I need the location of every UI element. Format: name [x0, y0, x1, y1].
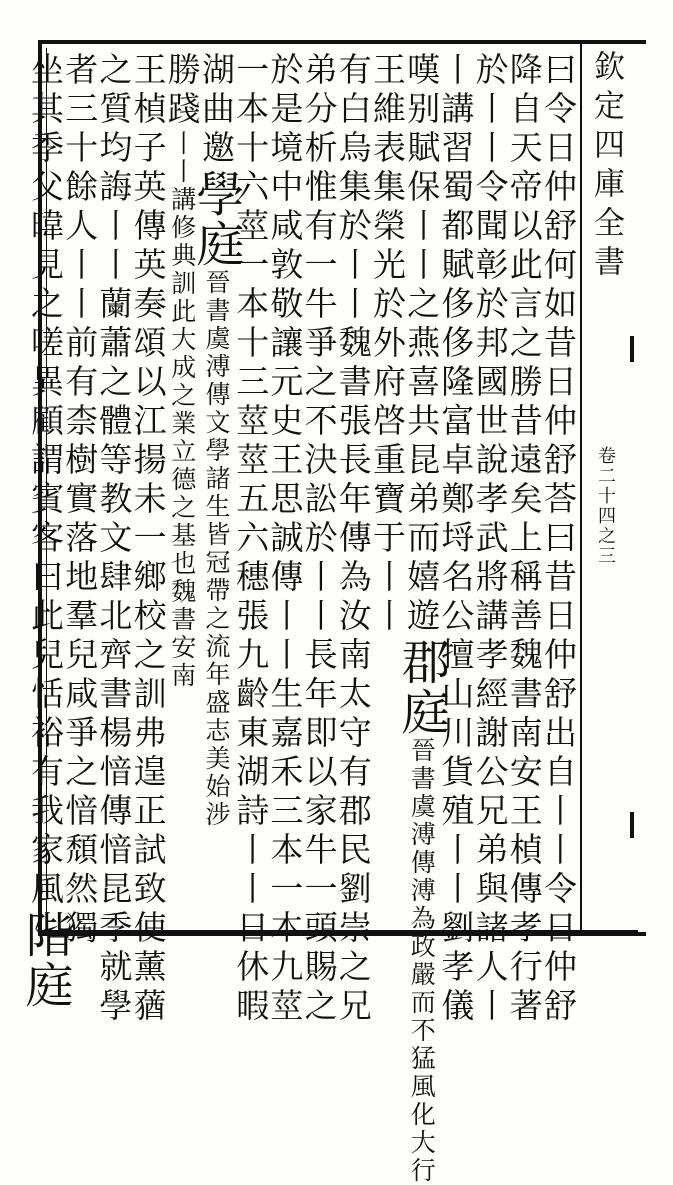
annotation-text: 晉書虞溥傳溥為政嚴而不猛風化大行: [407, 737, 437, 1185]
annotation-text: 晉書虞溥傳文學諸生皆冠帶之流年盛志美始涉: [201, 269, 231, 829]
text-run: 於是境中咸敦敬讓元史王思誠傳丨丨生嘉禾三本一本九莖: [265, 52, 305, 1027]
text-column: [299, 52, 339, 1027]
text-run: 丨講習蜀都賦侈侈隆富卓鄭埒名公擅山川貨殖丨丨劉孝儀: [436, 52, 476, 1027]
text-column: [436, 52, 476, 1027]
text-column: [187, 52, 244, 924]
text-run: 曰令日仲舒何如昔日仲舒荅曰昔日仲舒出自丨丨令日仲舒: [538, 52, 578, 1027]
text-column: [60, 52, 100, 949]
page-spine: [580, 42, 634, 934]
heading-term: 郡庭: [393, 637, 450, 737]
text-run: 湖曲邀: [196, 52, 236, 169]
text-run: 弟分析惟有一牛爭之不決訟於丨丨長年即以家牛一頭賜之: [299, 52, 339, 1027]
text-column: [128, 52, 168, 1027]
text-column: [265, 52, 305, 1027]
book-title: 欽定四庫全書: [588, 50, 624, 284]
text-run: 一本十六莖一本十三莖莖五六穗張九齡東湖詩丨丨日休暇: [231, 52, 271, 1027]
text-column: [367, 52, 407, 924]
text-run: 坐其季父暐見之嗟異顧謂賓客曰此兒恬裕有我家風: [25, 52, 65, 910]
text-column: [470, 52, 510, 1027]
text-column: [16, 52, 73, 1010]
text-run: 之質均誨丨丨蘭蕭之體等教文肆北齊書楊愔傳愔昆季就學: [94, 52, 134, 1027]
text-run: 者三十餘人丨丨前有柰樹實落地羣兒咸爭之愔頹然獨: [60, 52, 100, 949]
text-column: [504, 52, 544, 1027]
text-run: 降自天帝以此言之勝昔遠矣上稱善魏書南安王楨傳孝行著: [504, 52, 544, 1027]
heading-term: 學庭: [187, 169, 244, 269]
text-run: 嘆别賦保丨丨之燕喜共昆弟而嬉遊: [402, 52, 442, 637]
text-run: 王楨子英傳英奏頌以江揚未一鄉校之訓弗遑正試致使薰蕕: [128, 52, 168, 1027]
text-run: 勝踐: [162, 52, 202, 130]
heading-term: 階庭: [16, 910, 73, 1010]
text-column: [538, 52, 578, 1027]
text-column: [162, 52, 202, 924]
text-column: [94, 52, 134, 1027]
text-column: [333, 52, 373, 1027]
text-run: 有白烏集於丨丨魏書張長年傳為汝南太守有郡民劉崇之兄: [333, 52, 373, 1027]
fishtail-mark-top: [630, 336, 634, 362]
volume-label: 卷二十四之三: [595, 446, 616, 566]
text-run: 於丨丨令聞彰於邦國世說孝武將講孝經謝公兄弟與諸人丨: [470, 52, 510, 1027]
text-run: 王維表集榮光於外府啓重寶于丨丨: [367, 52, 407, 637]
text-column: [393, 52, 450, 1185]
fishtail-mark-bottom: [630, 812, 634, 838]
annotation-text: 丨丨講修典訓此大成之業立德之基也魏書安南: [167, 130, 197, 690]
